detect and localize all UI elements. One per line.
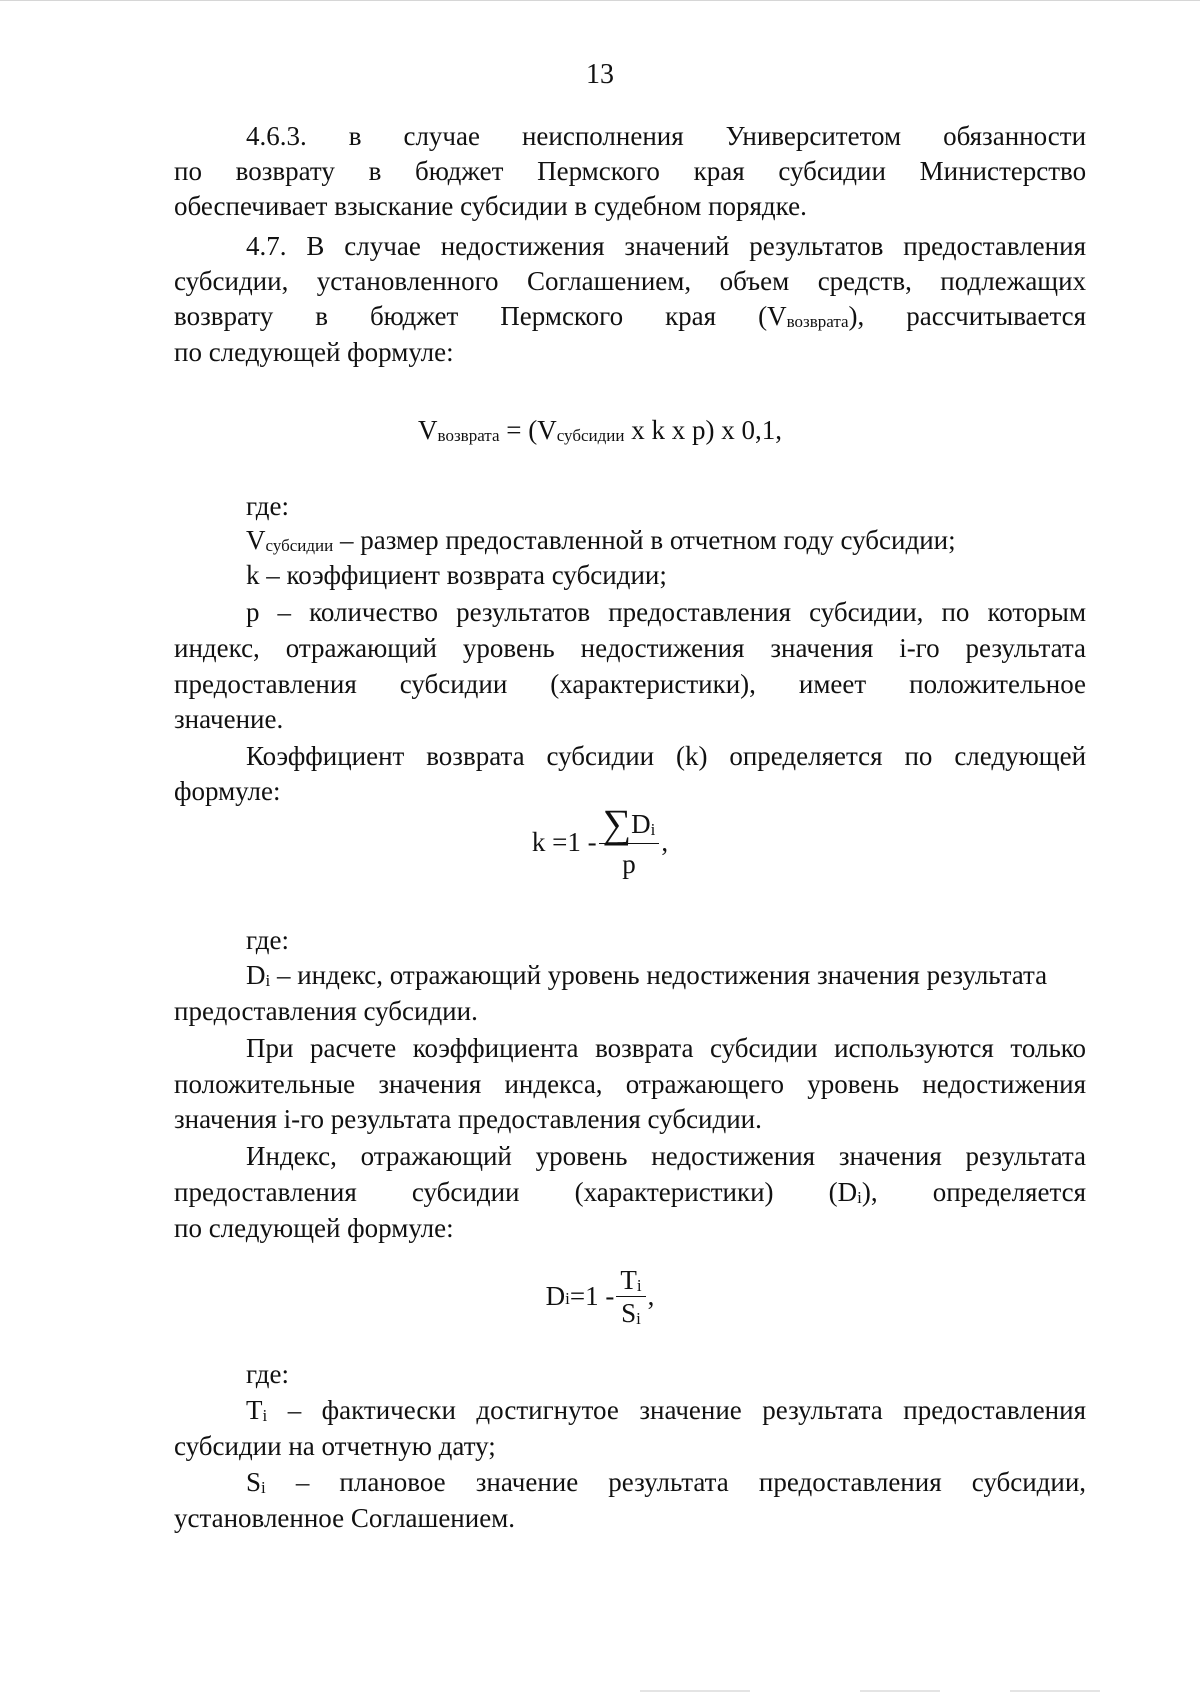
word: предоставления [174,1177,357,1207]
word: недостижения [651,1141,816,1171]
word: которым [987,597,1087,627]
word: предоставления [608,597,791,627]
paragraph-line: значение. [174,704,284,734]
paragraph-line: предоставления субсидии. [174,996,478,1026]
paragraph-line [174,666,1086,702]
paragraph-line: по следующей формуле: [174,337,454,367]
word: уровень [807,1069,900,1099]
word: – фактически [287,1395,456,1425]
word: предоставления [903,1395,1087,1425]
word: предоставления [758,1467,942,1497]
paragraph-line [246,738,1086,774]
word: субсидии [411,1177,520,1207]
word: по [174,156,202,186]
word: недостижения [440,231,605,261]
word: уровень [462,633,555,663]
word: индекса, [504,1069,603,1099]
definition-ti: $T_i$ – фактически достигнутое значение результата предоставления [246,1395,1087,1425]
word: недостижения [922,1069,1087,1099]
definition-si: $S_i$ – плановое значение результата предоставления субсидии, [246,1467,1087,1497]
word: значений [624,231,730,261]
word: по [941,597,970,627]
word: (характеристики), [550,669,756,699]
word: положительные [174,1069,356,1099]
word: предоставления [174,669,357,699]
where-label: где: [246,925,289,955]
word: субсидии [778,156,886,186]
word: Пермского [537,156,660,186]
word: достигнутое [476,1395,619,1425]
word: результатов [456,597,591,627]
word: средств, [817,266,912,296]
word: следующей [954,741,1087,771]
word: расчете [309,1033,397,1063]
word: значения [378,1069,482,1099]
word: недостижения [580,633,745,663]
word: отражающего [625,1069,784,1099]
word: результатов [749,231,884,261]
di-symbol: $(D_i)$, [828,1177,878,1207]
paragraph-line [174,153,1086,189]
scan-artifact [1010,1690,1100,1692]
word: возврату [174,301,274,331]
paragraph-line: установленное Соглашением. [174,1503,516,1533]
word: результата [965,1141,1087,1171]
paragraph-line: возврату в бюджет Пермского края $(V_{возврата})$, рассчитывается [174,301,1087,331]
word: p – количество [246,597,439,627]
word: обязанности [943,121,1087,151]
paragraph-line: субсидии на отчетную дату; [174,1431,496,1461]
word: края [693,156,745,186]
paragraph-line [246,228,1086,264]
scan-artifact [860,1690,940,1692]
formula-vozvrata: $V_{возврата} = (V_{субсидии}$ x k x p) x 0,1, [418,415,782,445]
word: значения [838,1141,942,1171]
word: субсидии, [174,266,289,296]
word: (характеристики) [574,1177,774,1207]
word: положительное [909,669,1087,699]
word: отражающий [285,633,437,663]
formula-di: D $_i$ =1 - $\frac{T_i}{S_i}$ , [545,1265,655,1328]
word: возврата [595,1033,694,1063]
paragraph-line [246,1030,1086,1066]
word: 4.7. В [246,231,325,261]
word: подлежащих [940,266,1087,296]
word: отражающий [360,1141,512,1171]
word: Министерство [919,156,1087,186]
word: субсидии, [971,1467,1087,1497]
word: Пермского [500,301,624,331]
word: Индекс, [246,1141,337,1171]
vozvrata-symbol: $(V_{возврата})$, [758,301,865,331]
word: результата [608,1467,729,1497]
word: 4.6.3. в [246,121,362,151]
paragraph-line [174,263,1086,299]
word: значения [770,633,874,663]
word: возврата [426,741,525,771]
word: предоставления [903,231,1086,261]
paragraph-line [246,594,1086,630]
word: используются [834,1033,994,1063]
word: установленного [316,266,499,296]
word: значение [639,1395,742,1425]
word: субсидии [546,741,655,771]
word: коэффициента [412,1033,579,1063]
scan-artifact [640,1690,750,1692]
word: бюджет [415,156,504,186]
word: результата [762,1395,883,1425]
word: субсидии [399,669,508,699]
word: i-го [899,633,940,663]
word: имеет [798,669,867,699]
word: индекс, [174,633,260,663]
word: субсидии, [809,597,924,627]
word: определяется [729,741,883,771]
word: субсидии [709,1033,818,1063]
scan-edge [0,0,1200,1]
paragraph-line: обеспечивает взыскание субсидии в судебном порядке. [174,191,807,221]
word: случае [403,121,480,151]
paragraph-line [174,630,1086,666]
word: Коэффициент [246,741,405,771]
word: Соглашением, [526,266,692,296]
page-number: 13 [586,59,614,90]
word: – плановое [295,1467,446,1497]
word: результата [965,633,1087,663]
word: в [368,156,382,186]
word: неисполнения [521,121,684,151]
word: уровень [535,1141,628,1171]
word: (k) [675,741,708,771]
word: случае [344,231,421,261]
word: бюджет [369,301,459,331]
paragraph-line [246,118,1086,154]
paragraph-line [174,1066,1086,1102]
paragraph-line: предоставления субсидии (характеристики) $(D_i)$, определяется [174,1177,1086,1207]
word: объем [719,266,790,296]
word: При [246,1033,294,1063]
word: Университетом [725,121,902,151]
where-label: где: [246,1359,289,1389]
word: возврату [235,156,335,186]
word: значение [475,1467,579,1497]
paragraph-line: по следующей формуле: [174,1213,454,1243]
word: по [904,741,933,771]
formula-k: k =1 - $\frac{\sum D_i}{p}$ , [531,801,669,879]
definition-vsubsidii: $V_{субсидии}$ – размер предоставленной в отчетном году субсидии; [246,525,956,555]
word: края [665,301,717,331]
paragraph-line [246,1138,1086,1174]
paragraph-line: формуле: [174,776,281,806]
definition-di: $D_i$ – индекс, отражающий уровень недостижения значения результата [246,960,1048,990]
paragraph-line: значения i-го результата предоставления субсидии. [174,1104,762,1134]
word: только [1010,1033,1087,1063]
where-label: где: [246,491,289,521]
word: в [315,301,328,331]
definition-k: k – коэффициент возврата субсидии; [246,560,667,590]
